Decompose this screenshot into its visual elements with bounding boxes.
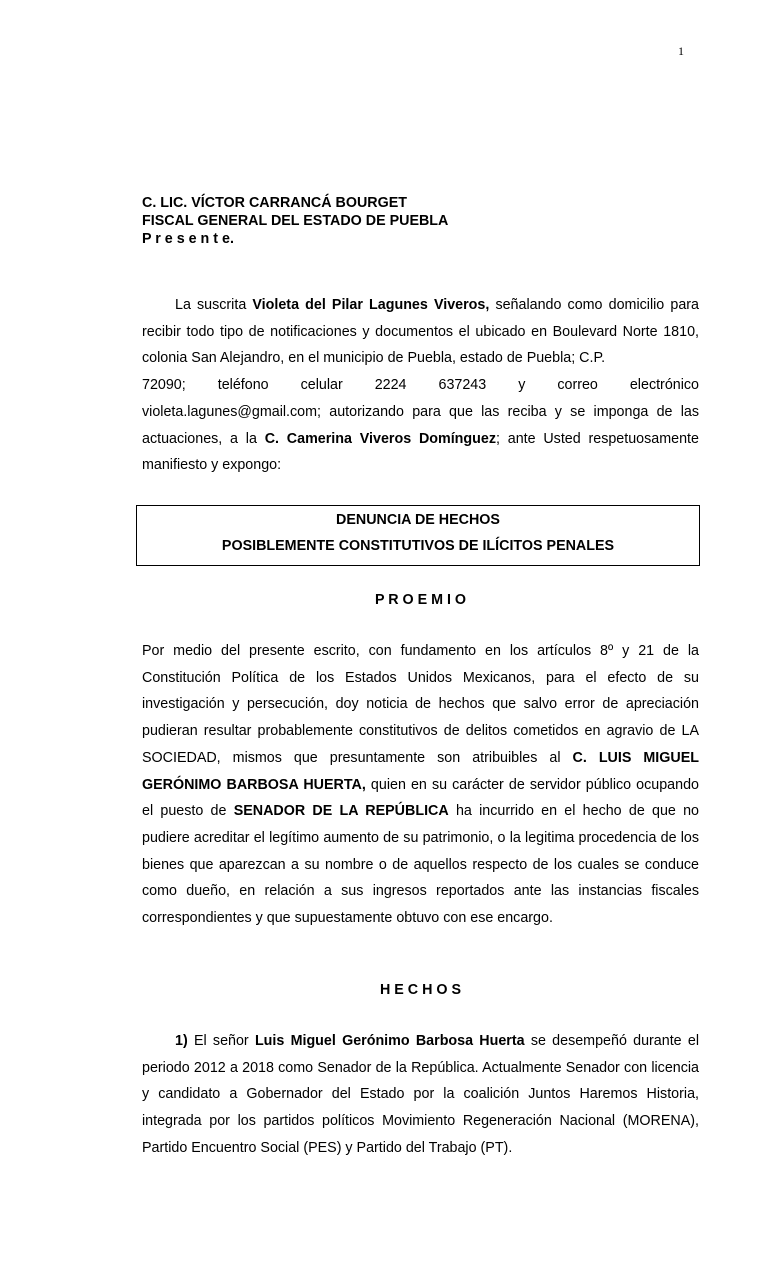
intro-text-c: violeta.lagunes@gmail.com; autorizando para que las reciba y se imponga de las actuaciones, a la <box>142 403 699 447</box>
hechos-text-1: El señor <box>187 1033 255 1049</box>
fact-person-name: Luis Miguel Gerónimo Barbosa Huerta <box>254 1033 525 1049</box>
fact-number: 1) <box>175 1033 188 1049</box>
hechos-paragraph-1 <box>142 1028 699 1162</box>
cp-word: y <box>518 377 526 394</box>
addressee-presente: P r e s e n t e. <box>142 231 234 247</box>
cp-word: electrónico <box>629 377 699 394</box>
addressee-title: FISCAL GENERAL DEL ESTADO DE PUEBLA <box>142 213 449 229</box>
authorized-person: C. Camerina Viveros Domínguez <box>264 430 496 447</box>
subject-box <box>136 505 700 566</box>
cp-word: teléfono <box>217 377 269 394</box>
cp-word: celular <box>300 377 343 394</box>
hechos-text-2: se desempeñó durante el periodo 2012 a 2018 como Senador de la República. Actualmente Senador con licencia y candidato a Gobernador del Estado por la coalición Juntos Haremos Historia, integrada por los partidos políticos Movimiento Regeneración Nacional (MORENA), Partido Encuentro Social (PES) y Partido del Trabajo (PT). <box>142 1033 700 1156</box>
cp-word: correo <box>557 377 598 394</box>
proemio-paragraph <box>142 638 699 932</box>
proemio-text-2: quien en su carácter de servidor público ocupando el puesto de <box>142 776 699 820</box>
hechos-heading: H E C H O S <box>379 982 462 998</box>
subject-line-1: DENUNCIA DE HECHOS <box>336 512 500 528</box>
proemio-text-3: ha incurrido en el hecho de que no pudiere acreditar el legítimo aumento de su patrimonio, o la legitima procedencia de los bienes que aparezcan a su nombre o de aquellos respecto de los cuales se conduce como dueño, en relación a sus ingresos reportados ante las instancias fiscales correspondientes y que supuestamente obtuvo con ese encargo. <box>142 803 700 927</box>
cp-word: 2224 <box>374 377 407 394</box>
accused-post: SENADOR DE LA REPÚBLICA <box>233 803 449 820</box>
intro-text-d: ; ante Usted respetuosamente manifiesto y expongo: <box>142 430 699 474</box>
subject-line-2: POSIBLEMENTE CONSTITUTIVOS DE ILÍCITOS PENALES <box>221 538 615 554</box>
complainant-name: Violeta del Pilar Lagunes Viveros, <box>252 297 490 313</box>
addressee-name: C. LIC. VÍCTOR CARRANCÁ BOURGET <box>142 195 408 211</box>
cp-word: 72090; <box>142 377 186 394</box>
postal-phone-line <box>142 372 699 399</box>
intro-text-a: La suscrita <box>175 297 253 313</box>
addressee-block <box>142 194 448 248</box>
proemio-text-1: Por medio del presente escrito, con fundamento en los artículos 8º y 21 de la Constitución Política de los Estados Unidos Mexicanos, para el efecto de su investigación y persecución, doy noticia de hechos que salvo error de apreciación pudieran resultar probablemente constitutivos de delitos cometidos en agravio de LA SOCIEDAD, mismos que presuntamente son atribuibles al <box>142 643 699 766</box>
proemio-heading: P R O E M I O <box>374 592 467 608</box>
intro-paragraph <box>142 292 699 479</box>
cp-word: 637243 <box>438 377 487 394</box>
intro-text-b: señalando como domicilio para recibir todo tipo de notificaciones y documentos el ubicado en Boulevard Norte 1810, colonia San Alejandro, en el municipio de Puebla, estado de Puebla; C.P. <box>142 297 699 367</box>
accused-name: C. LUIS MIGUEL GERÓNIMO BARBOSA HUERTA, <box>142 749 699 793</box>
page-number: 1 <box>678 44 684 58</box>
